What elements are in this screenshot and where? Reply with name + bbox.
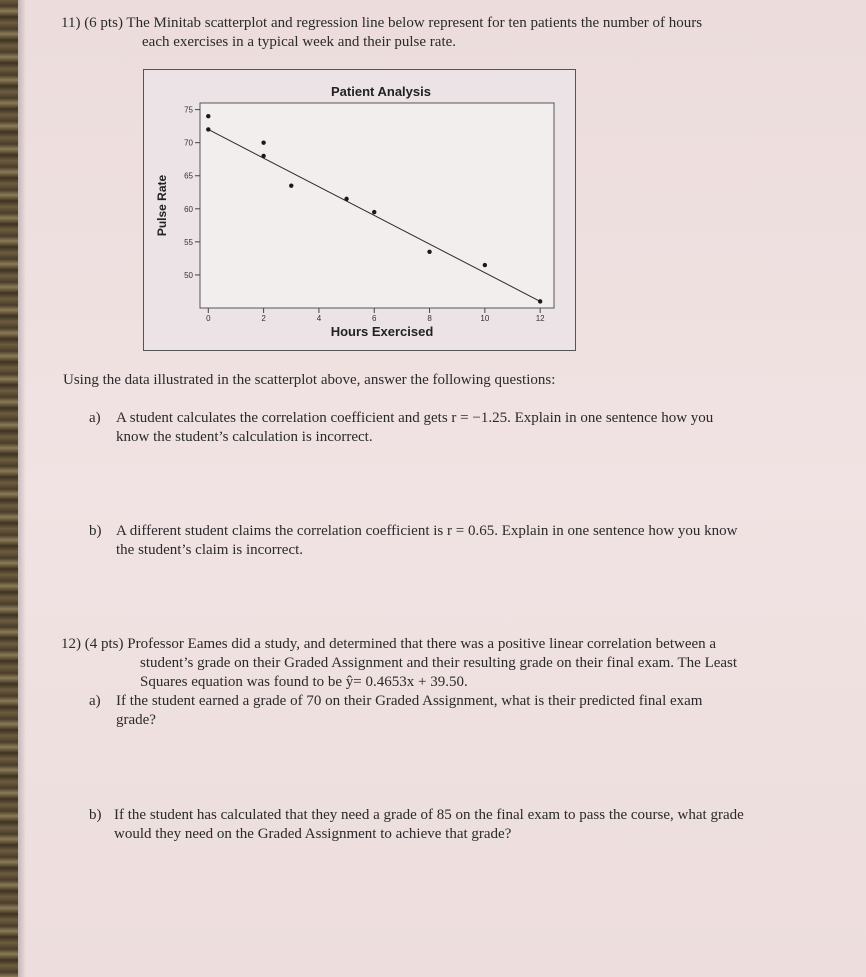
q11-line1: 11) (6 pts) The Minitab scatterplot and regression line below represent for ten patients the number of hours [61,15,703,31]
data-point [261,154,265,158]
scatterplot-chart [143,69,575,350]
y-tick-label: 55 [184,237,193,247]
x-tick-label: 12 [535,314,545,323]
data-point [289,183,293,187]
x-tick-label: 6 [372,314,377,323]
y-tick-label: 60 [184,204,193,214]
data-point [538,299,542,303]
q12a-line1: If the student earned a grade of 70 on their Graded Assignment, what is their predicted final exam [116,693,703,709]
data-point [344,197,348,201]
y-tick-label: 75 [184,105,193,115]
q11-line2: each exercises in a typical week and their pulse rate. [142,34,457,50]
q12b-label: b) [89,807,102,823]
q11b-line2: the student’s claim is incorrect. [116,542,304,558]
q11a-line1: A student calculates the correlation coefficient and gets r = −1.25. Explain in one sentence how you [116,410,714,426]
x-tick-label: 4 [316,314,322,323]
q11a-label: a) [89,410,101,426]
x-tick-label: 0 [206,314,211,323]
q12-line1: 12) (4 pts) Professor Eames did a study, and determined that there was a positive linear correlation between a [61,636,717,652]
chart-title: Patient Analysis [331,84,431,99]
data-point [261,140,265,144]
data-point [372,210,376,214]
q12-line2: student’s grade on their Graded Assignment and their resulting grade on their final exam. The Least [140,655,738,671]
desk-edge [0,0,18,977]
x-tick-label: 10 [480,314,490,323]
y-axis-label: Pulse Rate [155,174,169,237]
data-point [483,263,487,267]
x-tick-label: 8 [427,314,432,323]
q11a-line2: know the student’s calculation is incorrect. [116,429,373,445]
q12a-line2: grade? [116,712,156,728]
y-tick-label: 65 [184,171,193,181]
q12-line3: Squares equation was found to be ŷ= 0.4653x + 39.50. [140,674,468,690]
y-tick-label: 50 [184,270,193,280]
q12b-line2: would they need on the Graded Assignment to achieve that grade? [114,826,512,842]
q12a-label: a) [89,693,101,709]
data-point [206,114,210,118]
q11b-line1: A different student claims the correlation coefficient is r = 0.65. Explain in one sentence how you know [116,523,738,539]
x-tick-label: 2 [261,314,266,323]
data-point [206,127,210,131]
plot-area [200,103,554,308]
q11-intro: Using the data illustrated in the scatterplot above, answer the following questions: [63,372,556,388]
q11b-label: b) [89,523,102,539]
data-point [427,250,431,254]
y-tick-label: 70 [184,138,193,148]
x-axis-label: Hours Exercised [330,324,434,339]
q12b-line1: If the student has calculated that they need a grade of 85 on the final exam to pass the course, what grade [114,807,744,823]
